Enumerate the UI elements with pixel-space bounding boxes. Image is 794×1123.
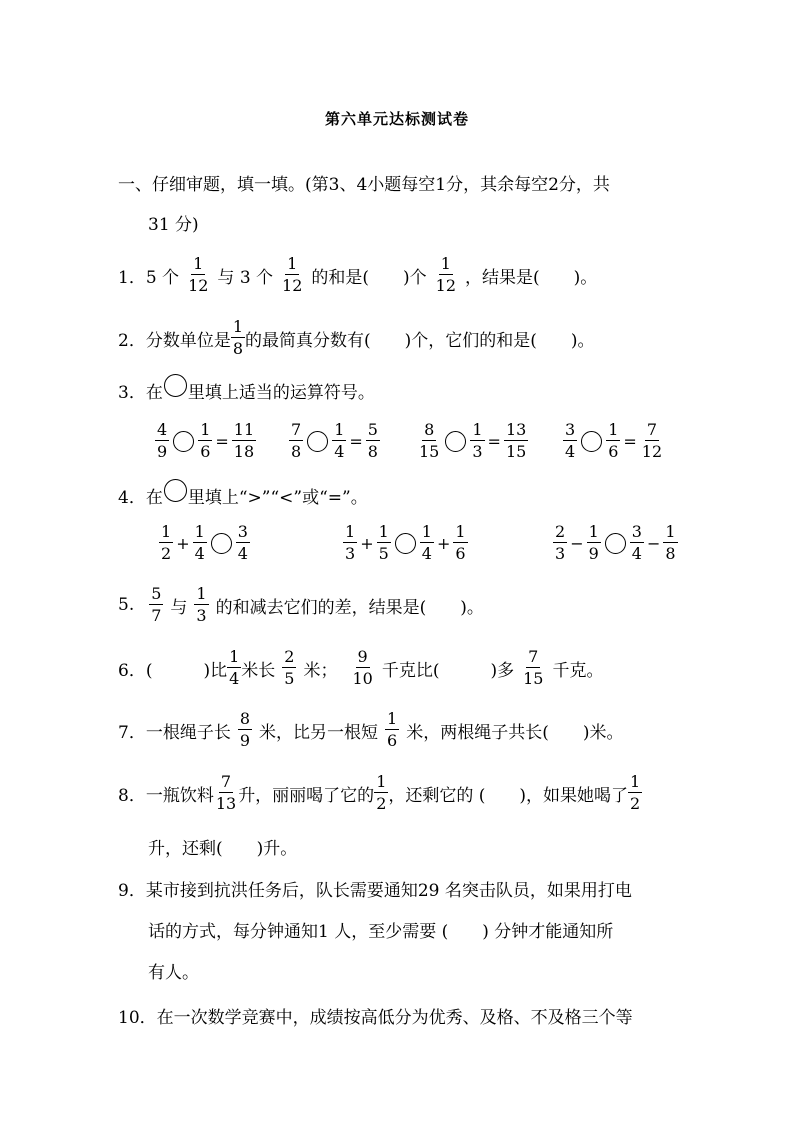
q4e3-op-1: − [570,533,584,553]
q4e3-frac-4: $\frac{1}{8}$ [665,522,676,563]
q4e2-op-2: + [436,533,451,553]
question-10 [118,993,633,1037]
q6-text-a: ( )比 [145,660,228,681]
q4-expr-2 [340,524,471,562]
q1-text-b: 与 3 个 [217,267,274,288]
q8-frac-2: $\frac{1}{2}$ [376,772,387,813]
q1-frac-2: $\frac{1}{12}$ [282,254,303,295]
section-header-text-cont: 31 分) [148,214,199,235]
q8-frac-1: $\frac{7}{13}$ [215,772,237,813]
q4e2-frac-1: $\frac{1}{3}$ [345,522,356,563]
q7-text-b: 米，比另一根短 [259,722,379,743]
q8-number: 8． [118,785,146,806]
q5-frac-1: $\frac{5}{7}$ [151,584,162,625]
q6-frac-1: $\frac{1}{4}$ [229,647,240,688]
section-header-cont [148,200,199,244]
q4e2-frac-3: $\frac{1}{4}$ [421,522,432,563]
q3e3-frac-3: $\frac{13}{15}$ [505,420,527,461]
q3e4-frac-3: $\frac{7}{12}$ [641,420,663,461]
q4e3-frac-3: $\frac{3}{4}$ [631,522,642,563]
q4e2-answer-circle[interactable] [395,533,416,554]
question-5 [118,583,484,627]
q4e2-op-1: + [360,533,374,553]
q3e2-eq: = [349,431,363,451]
q4-circle-icon [164,479,187,502]
q9-text-b: 话的方式，每分钟通知1 人，至少需要 ( ) 分钟才能通知所 [148,921,614,942]
q6-text-e: 千克。 [552,660,604,681]
q4e2-frac-2: $\frac{1}{5}$ [378,522,389,563]
q7-frac-1: $\frac{8}{9}$ [239,709,251,750]
q2-text-a: 分数单位是 [145,330,231,351]
q3-expr-3 [414,422,531,460]
q3e3-answer-circle[interactable] [445,431,466,452]
q3e1-frac-2: $\frac{1}{6}$ [200,420,211,461]
q8-text-b: 升，丽丽喝了它的 [238,785,375,806]
q8-text-a: 一瓶饮料 [145,785,214,806]
q10-text-a: 在一次数学竞赛中，成绩按高低分为优秀、及格、不及格三个等 [156,1007,633,1028]
q3-text-b: 里填上适当的运算符号。 [187,382,375,403]
q3-expr-2 [286,422,383,460]
question-3 [118,368,375,412]
q3e1-eq: = [215,431,229,451]
q3e3-eq: = [487,431,501,451]
question-9-line-3 [148,948,199,992]
q3-text-a: 在 [145,382,163,403]
q3e1-frac-3: $\frac{11}{18}$ [233,420,255,461]
section-header [118,160,610,204]
question-9-line-2 [148,907,613,951]
q1-frac-1: $\frac{1}{12}$ [188,254,209,295]
q8-text-d: 升，还剩( )升。 [148,838,298,859]
q9-number: 9． [118,880,146,901]
question-6 [118,646,603,690]
q3-expr-4 [560,422,667,460]
q7-number: 7． [118,722,146,743]
q3e1-frac-1: $\frac{4}{9}$ [157,420,168,461]
page-title: 第六单元达标测试卷 [324,110,469,128]
q7-text-c: 米，两根绳子共长( )米。 [406,722,624,743]
q3e2-frac-1: $\frac{7}{8}$ [291,420,302,461]
q9-text-a: 某市接到抗洪任务后，队长需要通知29 名突击队员，如果用打电 [145,880,632,901]
q2-frac-1: $\frac{1}{8}$ [232,317,244,358]
q5-frac-2: $\frac{1}{3}$ [196,584,207,625]
q8-frac-3: $\frac{1}{2}$ [630,772,641,813]
q4e3-frac-1: $\frac{2}{3}$ [555,522,566,563]
q1-text-a: 5 个 [145,267,180,288]
q6-frac-3: $\frac{9}{10}$ [352,647,373,688]
q3-circle-icon [164,374,187,397]
q2-text-b: 的最简真分数有( )个，它们的和是( )。 [245,330,595,351]
q3e1-answer-circle[interactable] [173,431,194,452]
q9-text-c: 有人。 [148,962,199,983]
q3-expressions [150,416,670,466]
q4-text-a: 在 [145,487,163,508]
q4e3-op-2: − [646,533,661,553]
q6-frac-4: $\frac{7}{15}$ [523,647,544,688]
q3e4-frac-2: $\frac{1}{6}$ [608,420,619,461]
q1-text-d: ，结果是( )。 [465,267,598,288]
q6-text-d: 千克比( )多 [381,660,515,681]
question-2 [118,316,595,360]
q4e1-op: + [176,533,190,553]
q6-number: 6． [118,660,146,681]
q4-number: 4． [118,487,146,508]
q4-text-b: 里填上“>”“<”或“=”。 [187,487,368,508]
q5-text-b: 的和减去它们的差，结果是( )。 [215,597,484,618]
q4-expr-3 [550,524,681,562]
q3e2-answer-circle[interactable] [307,431,328,452]
q6-frac-2: $\frac{2}{5}$ [284,647,295,688]
question-8 [118,771,642,815]
section-header-text: 一、仔细审题，填一填。(第3、4小题每空1分，其余每空2分，共 [118,174,610,195]
q1-frac-3: $\frac{1}{12}$ [435,254,457,295]
question-9 [118,866,632,910]
q4e1-answer-circle[interactable] [211,533,232,554]
q5-text-a: 与 [170,597,188,618]
q2-number: 2． [118,330,146,351]
q3e4-frac-1: $\frac{3}{4}$ [565,420,576,461]
q3e4-eq: = [623,431,637,451]
question-1 [118,253,597,297]
q3e2-frac-3: $\frac{5}{8}$ [367,420,378,461]
q7-frac-2: $\frac{1}{6}$ [387,709,398,750]
q6-text-c: 米； [303,660,338,681]
q3e4-answer-circle[interactable] [581,431,602,452]
q7-text-a: 一根绳子长 [145,722,231,743]
q4e3-answer-circle[interactable] [605,533,626,554]
q4e1-frac-1: $\frac{1}{2}$ [161,522,172,563]
q3e3-frac-2: $\frac{1}{3}$ [472,420,483,461]
q3-expr-1 [152,422,259,460]
q8-text-c: ，还剩它的 ( )，如果她喝了 [388,785,629,806]
q4e3-frac-2: $\frac{1}{9}$ [588,522,599,563]
q4e2-frac-4: $\frac{1}{6}$ [455,522,466,563]
q4e1-frac-3: $\frac{3}{4}$ [237,522,248,563]
q3e3-frac-1: $\frac{8}{15}$ [419,420,440,461]
q10-number: 10． [118,1007,157,1028]
q4e1-frac-2: $\frac{1}{4}$ [194,522,205,563]
q4-expressions [150,518,676,568]
q5-number: 5. [118,595,135,615]
q4-expr-1 [156,524,253,562]
question-8-cont [148,824,297,868]
question-4 [118,473,368,517]
q1-text-c: 的和是( )个 [311,267,427,288]
q1-number: 1． [118,267,146,288]
question-7 [118,708,623,752]
q3-number: 3． [118,382,146,403]
q3e2-frac-2: $\frac{1}{4}$ [334,420,345,461]
q6-text-b: 米长 [241,660,276,681]
